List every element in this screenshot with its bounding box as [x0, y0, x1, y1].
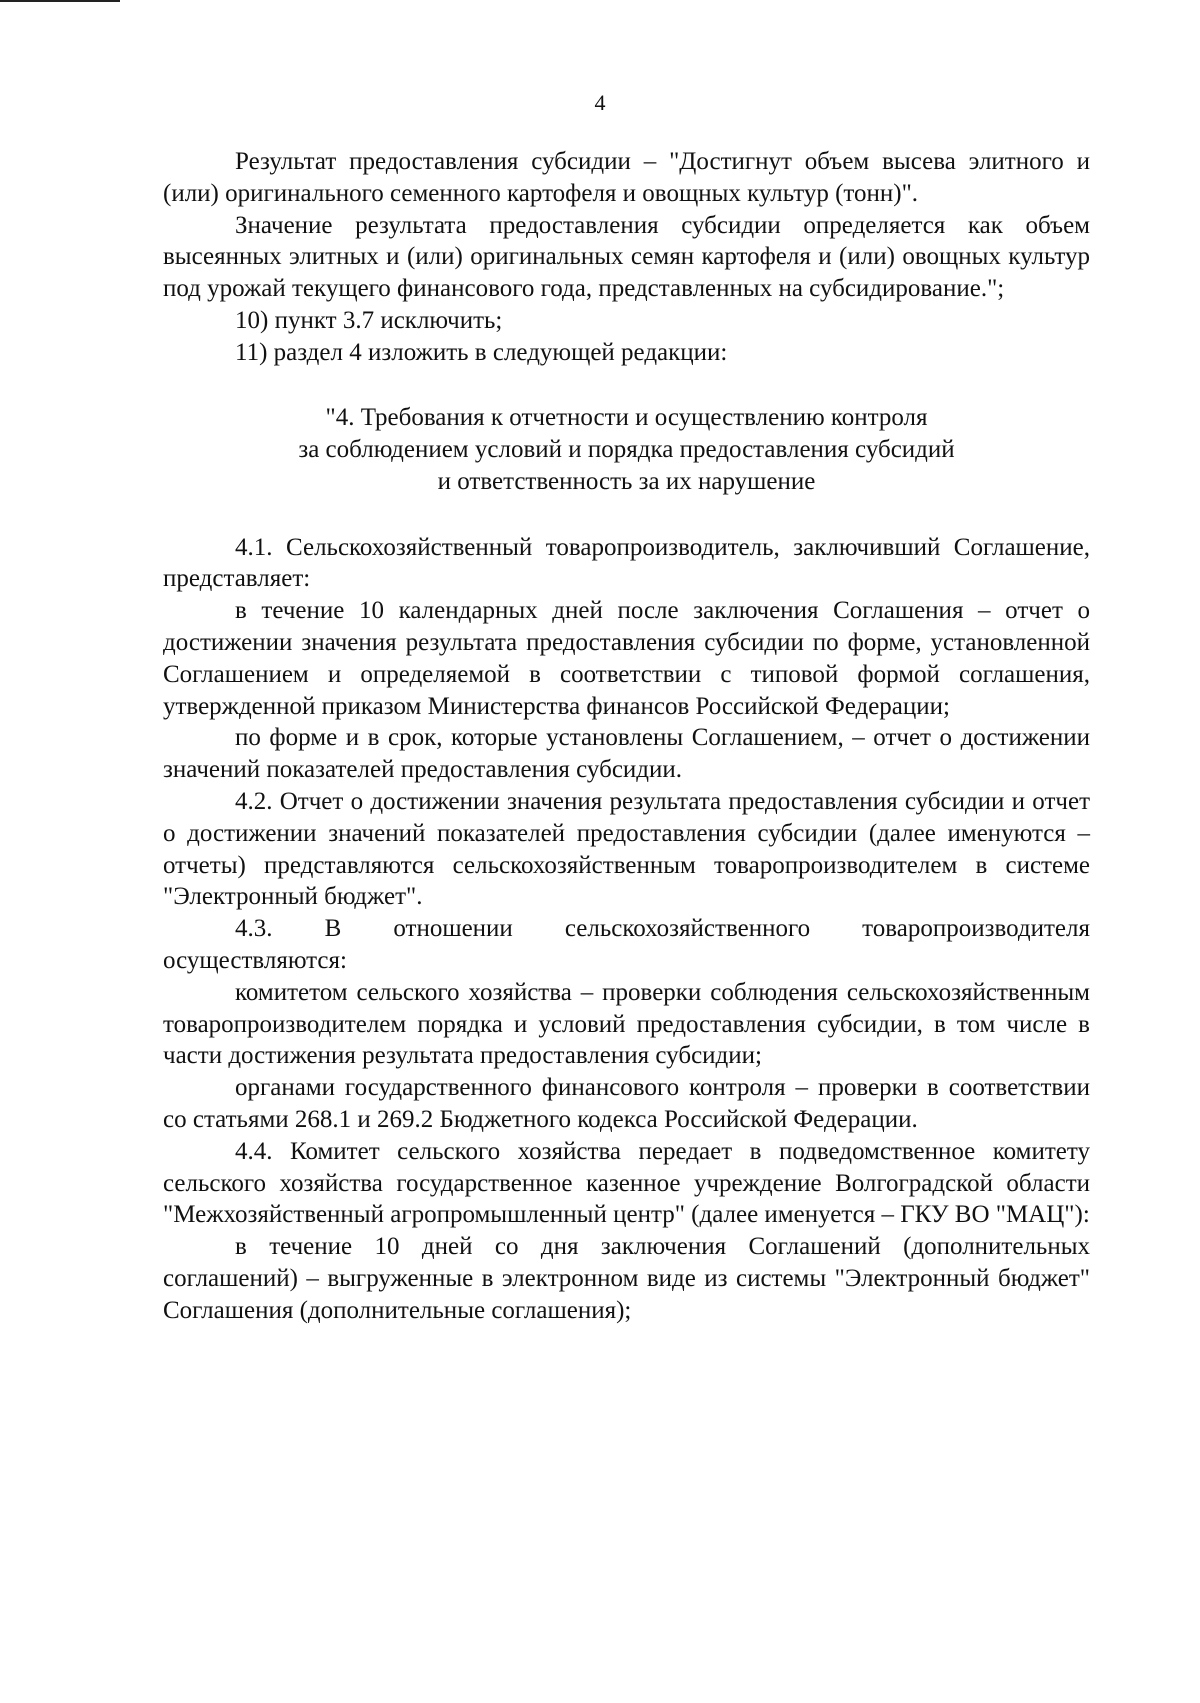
section-title-line-1: "4. Требования к отчетности и осуществлению контроля — [325, 403, 928, 431]
page-number: 4 — [594, 90, 606, 115]
section-4-title — [163, 402, 1090, 498]
paragraph-4-4: 4.4. Комитет сельского хозяйства передает в подведомственное комитету сельского хозяйства государственное казенное учреждение Волгоградской области "Межхозяйственный агропромышленный центр" (далее именуется – ГКУ ВО "МАЦ"): — [163, 1137, 1090, 1229]
paragraph-4-3: 4.3. В отношении сельскохозяйственного товаропроизводителя осуществляются: — [163, 915, 1090, 974]
document-body — [163, 146, 1090, 1327]
paragraph-4-1-report-indicators: по форме и в срок, которые установлены Соглашением, – отчет о достижении значений показателей предоставления субсидии. — [163, 724, 1090, 784]
paragraph-4-3-committee: комитетом сельского хозяйства – проверки соблюдения сельскохозяйственным товаропроизводителем порядка и условий предоставления субсидии, в том числе в части достижения результата предоставления субсидии; — [163, 978, 1090, 1070]
paragraph-4-1: 4.1. Сельскохозяйственный товаропроизводитель, заключивший Соглашение, представляет: — [163, 533, 1090, 593]
paragraph-item-10: 10) пункт 3.7 исключить; — [235, 306, 503, 334]
paragraph-subsidy-result: Результат предоставления субсидии – "Достигнут объем высева элитного и (или) оригинального семенного картофеля и овощных культур (тонн)". — [163, 148, 1090, 207]
paragraph-item-11: 11) раздел 4 изложить в следующей редакции: — [235, 338, 728, 366]
paragraph-4-2: 4.2. Отчет о достижении значения результата предоставления субсидии и отчет о достижении значений показателей предоставления субсидии (далее именуются – отчеты) представляются сельскохозяйственным товаропроизводителем в системе "Электронный бюджет". — [163, 787, 1090, 911]
paragraph-4-4-10-days: в течение 10 дней со дня заключения Соглашений (дополнительных соглашений) – выгруженные в электронном виде из системы "Электронный бюджет" Соглашения (дополнительные соглашения); — [163, 1233, 1090, 1324]
paragraph-4-1-report-10-days: в течение 10 календарных дней после заключения Соглашения – отчет о достижении значения результата предоставления субсидии по форме, установленной Соглашением и определяемой в соответствии с типовой формой соглашения, утвержденной приказом Министерства финансов Российской Федерации; — [163, 597, 1090, 720]
paragraph-result-value: Значение результата предоставления субсидии определяется как объем высеянных элитных и (или) оригинальных семян картофеля и (или) овощных культур под урожай текущего финансового года, представленных на субсидирование."; — [163, 211, 1090, 303]
scan-corner-mark — [0, 0, 120, 2]
paragraph-4-3-control-bodies: органами государственного финансового контроля – проверки в соответствии со статьями 268.1 и 269.2 Бюджетного кодекса Российской Федерации. — [163, 1074, 1090, 1133]
section-title-line-3: и ответственность за их нарушение — [437, 467, 816, 495]
section-title-line-2: за соблюдением условий и порядка предоставления субсидий — [298, 435, 955, 463]
